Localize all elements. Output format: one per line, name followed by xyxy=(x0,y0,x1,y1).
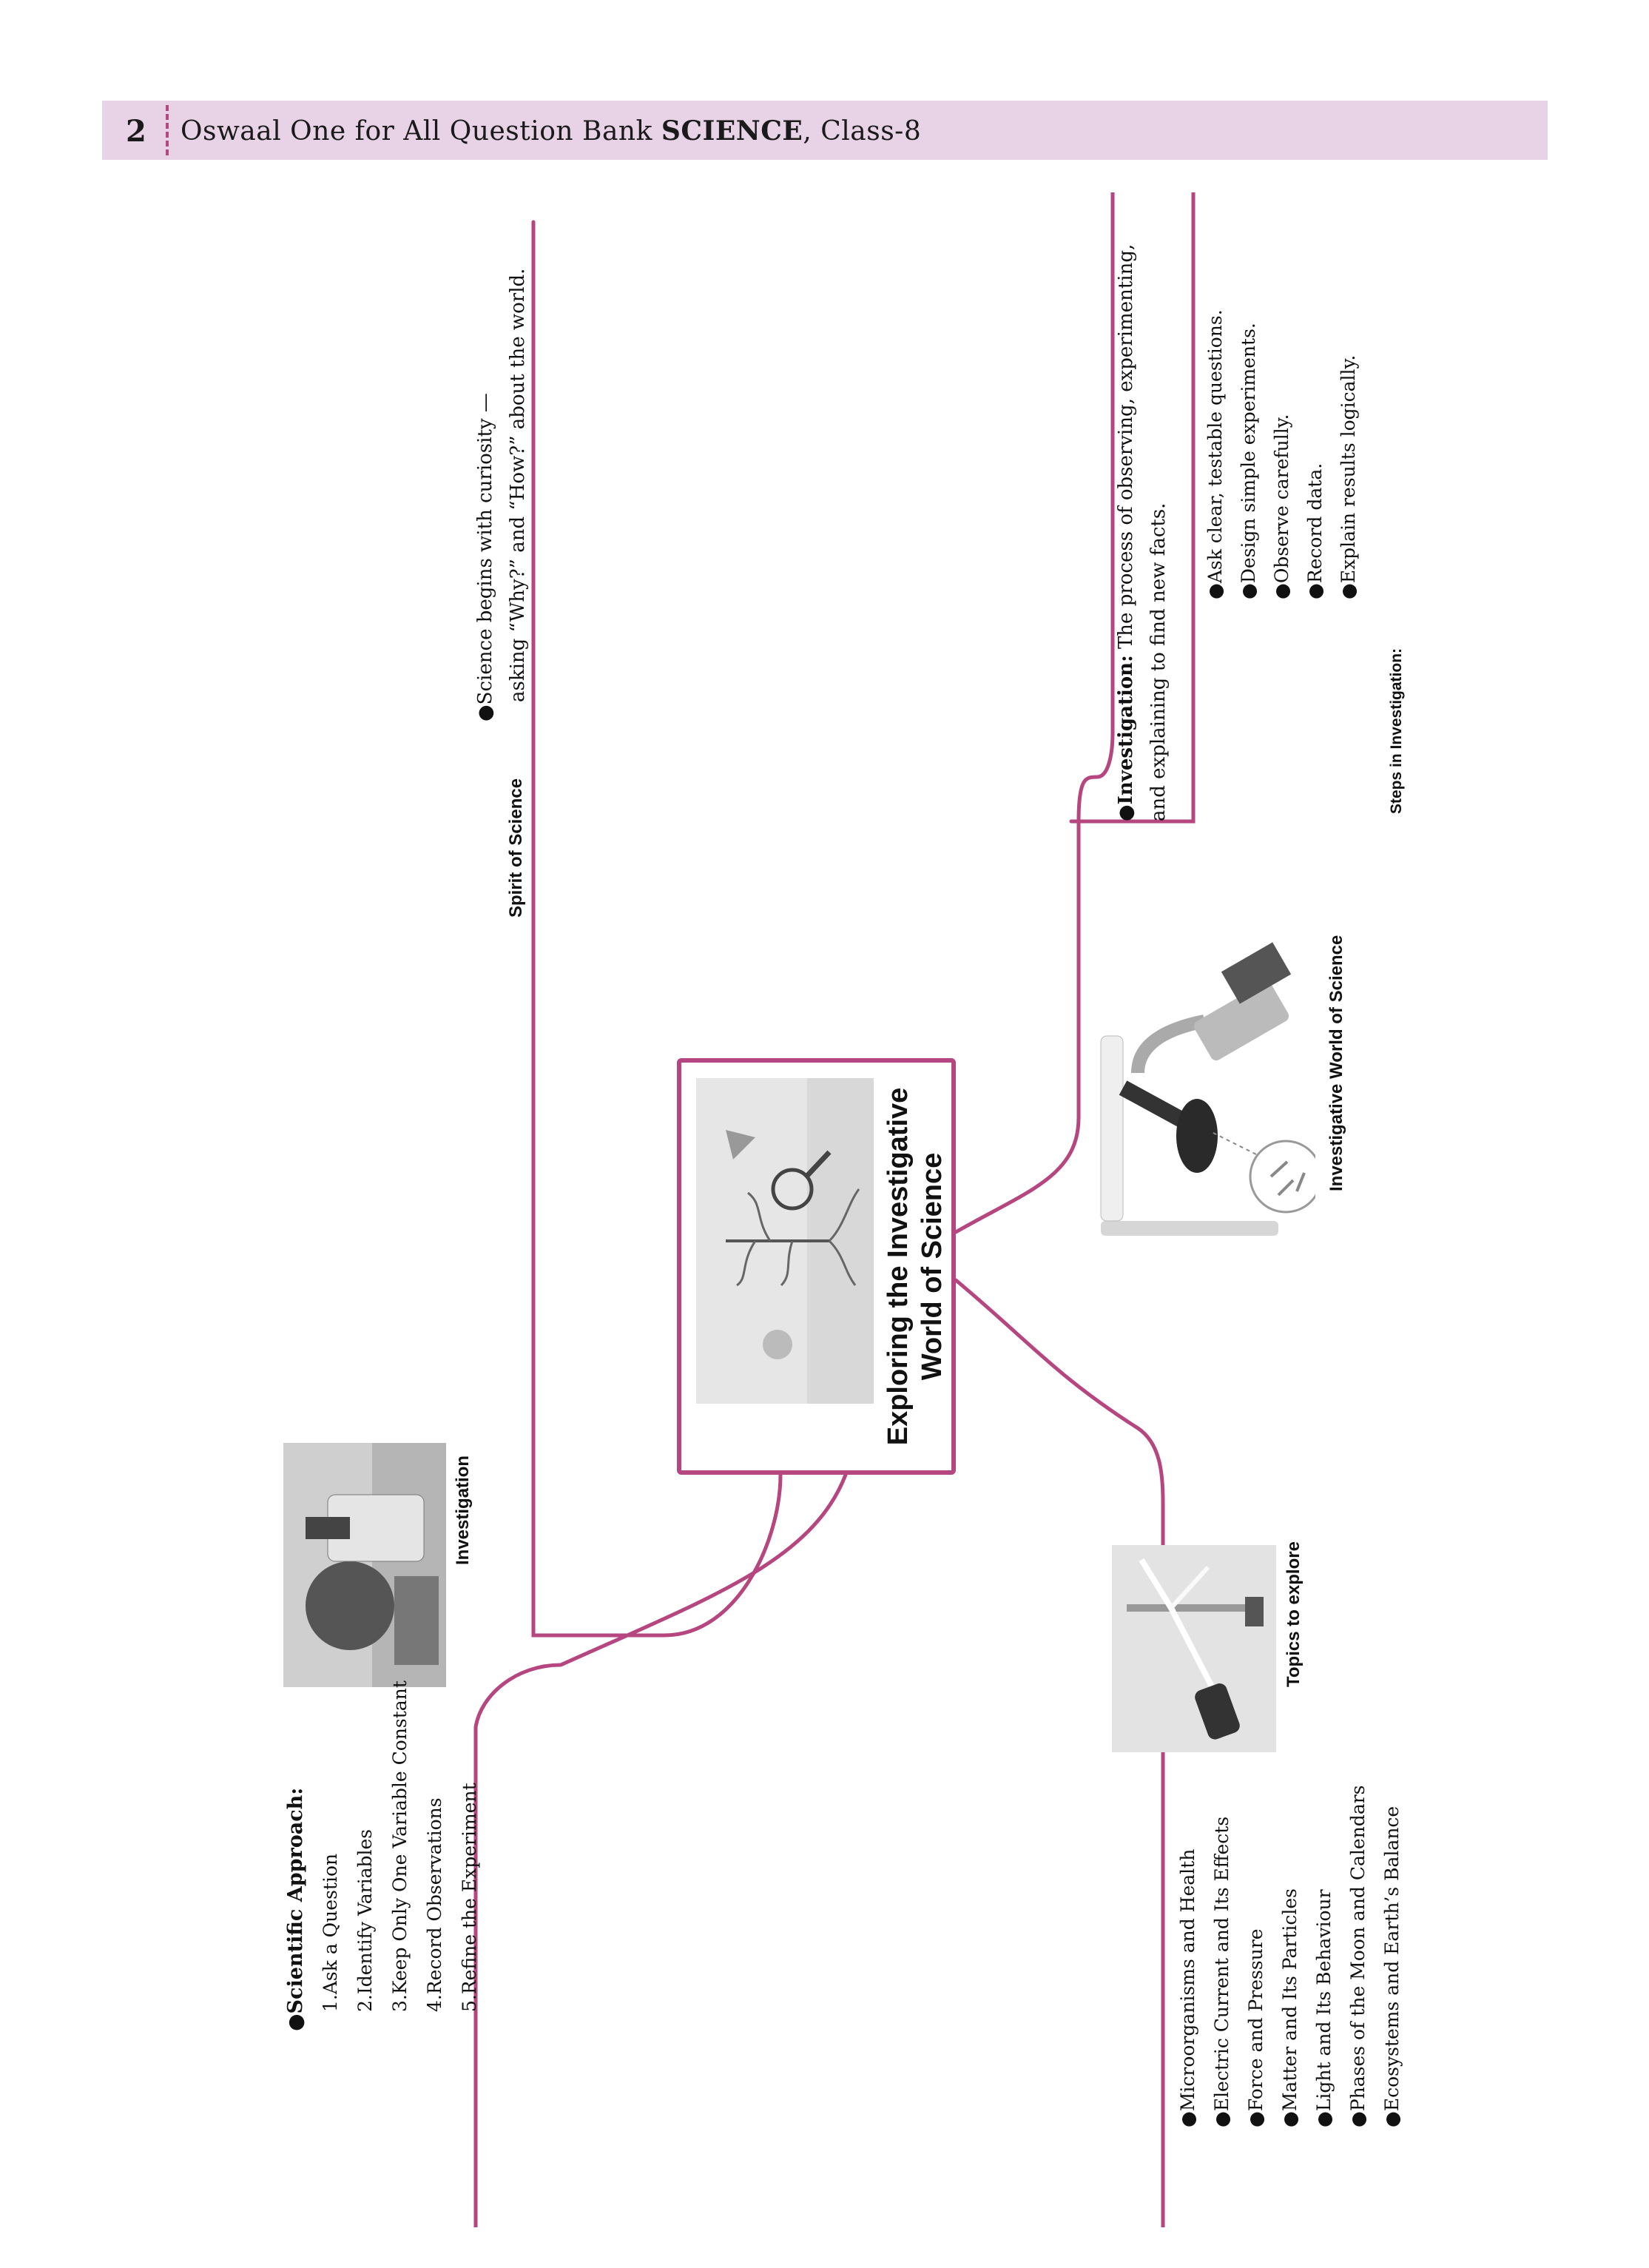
central-title-line1: Exploring the Investigative xyxy=(883,1087,914,1446)
spirit-heading: Spirit of Science xyxy=(506,778,526,918)
steps-heading: Steps in Investigation: xyxy=(1388,647,1405,814)
definition-term: ●Investigation: xyxy=(1115,655,1137,821)
step-item: ●Ask clear, testable questions. xyxy=(1204,309,1226,599)
approach-step: 2.Identify Variables xyxy=(354,1828,376,2012)
mind-map xyxy=(102,192,1548,2227)
step-item: ●Explain results logically. xyxy=(1338,354,1359,599)
topic-item: ●Phases of the Moon and Calendars xyxy=(1347,1785,1369,2127)
central-illustration xyxy=(696,1078,874,1404)
investigative-world-heading: Investigative World of Science xyxy=(1326,935,1346,1191)
definition-line1: The process of observing, experimenting, xyxy=(1115,243,1137,656)
investigation-definition xyxy=(1110,244,1175,821)
step-item: ●Observe carefully. xyxy=(1271,414,1292,599)
spirit-line2: asking “Why?” and “How?” about the world. xyxy=(507,268,529,702)
header-divider xyxy=(166,105,169,155)
lab-photo xyxy=(283,1443,446,1687)
scientific-approach xyxy=(278,1680,487,2031)
page-number: 2 xyxy=(126,114,146,149)
central-topic-title xyxy=(881,1063,949,1470)
step-item: ●Record data. xyxy=(1304,462,1326,599)
topic-item: ●Microorganisms and Health xyxy=(1177,1848,1198,2127)
branch-topics-line xyxy=(956,1280,1163,2227)
page-header xyxy=(102,101,1548,160)
topic-item: ●Force and Pressure xyxy=(1245,1928,1267,2127)
scientific-approach-title: ●Scientific Approach: xyxy=(284,1787,307,2031)
book-title-prefix: Oswaal One for All Question Bank xyxy=(181,116,661,147)
spirit-text xyxy=(469,269,534,721)
book-title xyxy=(181,115,921,147)
topic-item: ●Matter and Its Particles xyxy=(1279,1888,1301,2127)
approach-step: 3.Keep Only One Variable Constant xyxy=(389,1680,411,2012)
topic-item: ●Light and Its Behaviour xyxy=(1313,1889,1335,2127)
spirit-line1: ●Science begins with curiosity — xyxy=(474,393,496,721)
book-title-suffix: , Class-8 xyxy=(803,116,922,147)
central-topic-box xyxy=(677,1058,956,1475)
light-experiment-photo xyxy=(1112,1545,1276,1752)
branch-investigation-line xyxy=(476,1475,846,2227)
topics-list xyxy=(1171,1786,1409,2128)
topic-item: ●Ecosystems and Earth’s Balance xyxy=(1381,1806,1403,2127)
topics-heading: Topics to explore xyxy=(1284,1541,1304,1687)
central-title-line2: World of Science xyxy=(917,1152,948,1381)
topic-item: ●Electric Current and Its Effects xyxy=(1211,1816,1232,2127)
step-item: ●Design simple experiments. xyxy=(1238,323,1259,599)
definition-line2: and explaining to find new facts. xyxy=(1147,502,1170,821)
book-title-subject: SCIENCE xyxy=(661,115,803,147)
steps-list xyxy=(1198,309,1365,599)
investigation-heading: Investigation xyxy=(453,1455,473,1565)
microscope-illustration xyxy=(1093,821,1315,1265)
approach-step: 4.Record Observations xyxy=(424,1797,445,2012)
branch-investigative-line xyxy=(956,192,1113,1232)
approach-step: 5.Refine the Experiment xyxy=(459,1783,480,2012)
approach-step: 1.Ask a Question xyxy=(320,1853,341,2012)
